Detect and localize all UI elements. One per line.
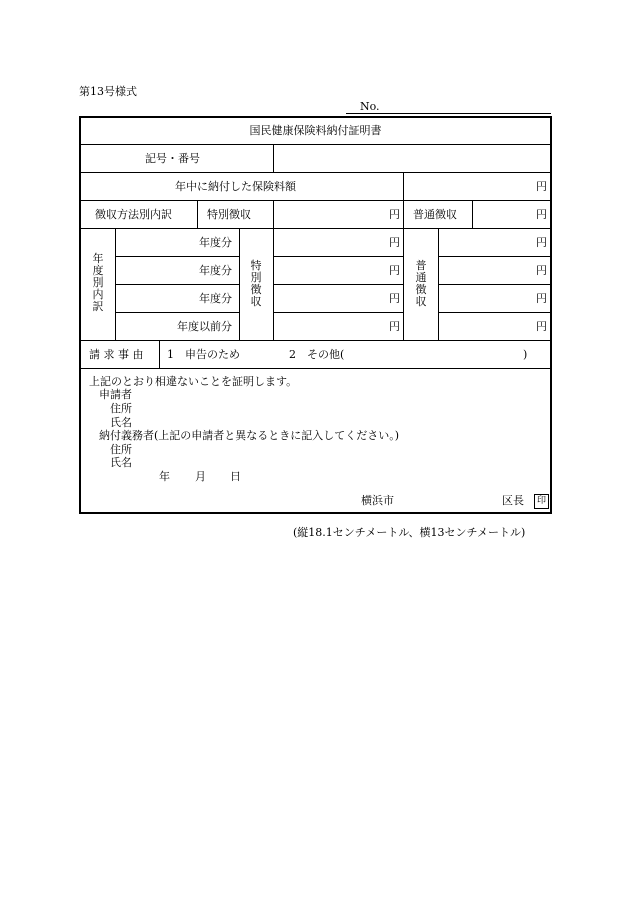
reason-option-other[interactable]: 2 その他( [289,348,345,361]
grid-line [273,256,403,257]
grid-line [115,284,239,285]
size-caption: (縦18.1センチメートル、横13センチメートル) [293,526,526,539]
yen-unit: 円 [536,208,547,221]
year-row-label: 年度分 [199,236,232,249]
normal-amount-field[interactable] [439,230,550,256]
obligor-address-label: 住所 [110,443,132,456]
applicant-name-label: 氏名 [110,416,132,429]
document-number-label: No. [360,100,380,113]
grid-line [239,228,240,340]
applicant-label: 申請者 [99,388,132,401]
symbol-number-field[interactable] [274,146,550,172]
grid-line [197,200,198,228]
issuer-city: 横浜市 [361,494,394,507]
date-day-label: 日 [230,470,241,483]
obligor-label: 納付義務者(上記の申請者と異なるときに記入してください。) [99,429,400,442]
grid-line [115,312,239,313]
form-title: 国民健康保険料納付証明書 [249,124,382,137]
year-input[interactable] [116,286,196,312]
special-collection-amount-field[interactable] [274,202,402,228]
date-month-label: 月 [195,470,206,483]
yen-unit: 円 [536,180,547,193]
seal-mark: 印 [534,494,549,509]
grid-line [403,228,404,340]
yen-unit: 円 [536,292,547,305]
applicant-address-label: 住所 [110,402,132,415]
issuer-office: 区長 [502,494,524,507]
special-collection-vertical-label: 特 別 徴 収 [250,259,262,308]
yen-unit: 円 [389,236,400,249]
special-amount-field[interactable] [274,314,402,340]
certificate-form [79,116,552,514]
collection-breakdown-label: 徴収方法別内訳 [95,208,172,221]
annual-paid-amount-field[interactable] [404,174,550,200]
yen-unit: 円 [536,264,547,277]
other-reason-field[interactable] [361,344,521,366]
grid-line [115,256,239,257]
reason-option-declaration[interactable]: 1 申告のため [167,348,240,361]
yen-unit: 円 [389,264,400,277]
normal-amount-field[interactable] [439,258,550,284]
grid-line [81,200,550,201]
year-input[interactable] [116,314,174,340]
yen-unit: 円 [389,320,400,333]
yen-unit: 円 [536,320,547,333]
grid-line [438,284,550,285]
grid-line [273,312,403,313]
year-input[interactable] [116,258,196,284]
normal-amount-field[interactable] [439,314,550,340]
special-collection-label: 特別徴収 [207,208,251,221]
year-row-label-prior: 年度以前分 [177,320,232,333]
grid-line [81,340,550,341]
grid-line [273,284,403,285]
form-number-label: 第13号様式 [79,85,137,98]
grid-line [438,312,550,313]
yearly-breakdown-label: 年 度 別 内 訳 [92,252,104,313]
grid-line [438,256,550,257]
year-row-label: 年度分 [199,292,232,305]
yen-unit: 円 [389,292,400,305]
special-amount-field[interactable] [274,258,402,284]
year-row-label: 年度分 [199,264,232,277]
request-reason-label: 請 求 事 由 [89,348,144,361]
grid-line [159,340,160,368]
date-year-label: 年 [159,470,170,483]
normal-collection-vertical-label: 普 通 徴 収 [415,259,427,308]
year-input[interactable] [116,230,196,256]
yen-unit: 円 [536,236,547,249]
grid-line [81,172,550,173]
special-amount-field[interactable] [274,286,402,312]
certification-statement: 上記のとおり相違ないことを証明します。 [89,375,298,388]
grid-line [81,368,550,369]
normal-amount-field[interactable] [439,286,550,312]
normal-collection-label: 普通徴収 [413,208,457,221]
symbol-number-label: 記号・番号 [145,152,200,165]
special-amount-field[interactable] [274,230,402,256]
close-paren: ) [523,348,528,361]
annual-paid-label: 年中に納付した保険料額 [175,180,296,193]
grid-line [81,228,550,229]
obligor-name-label: 氏名 [110,456,132,469]
document-number-field[interactable] [346,100,551,114]
yen-unit: 円 [389,208,400,221]
grid-line [81,144,550,145]
